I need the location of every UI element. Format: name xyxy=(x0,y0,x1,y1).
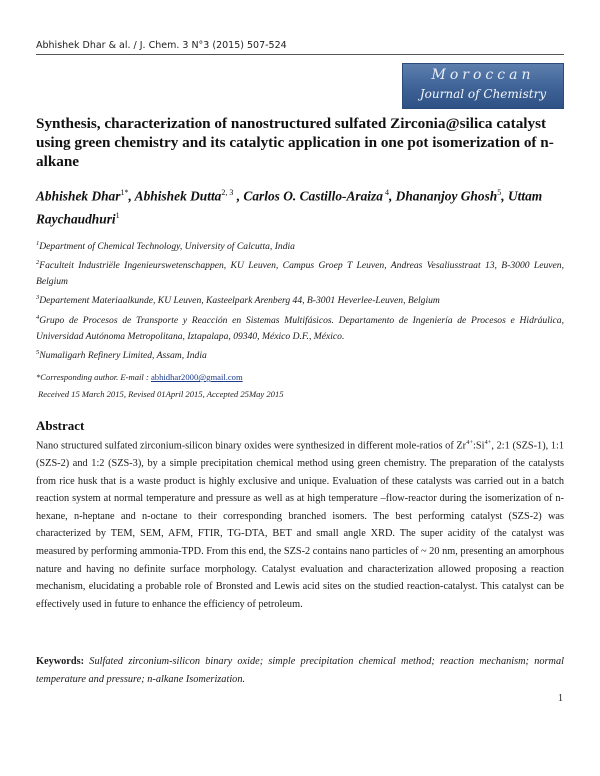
keywords-label: Keywords: xyxy=(36,656,85,667)
received-dates: Received 15 March 2015, Revised 01April 2015, Accepted 25May 2015 xyxy=(38,389,284,399)
abstract-text: Nano structured sulfated zirconium-silicon binary oxides were synthesized in different mole-ratios of Zr xyxy=(36,440,467,452)
abstract-text: :Si xyxy=(473,440,485,452)
author-name: Carlos O. Castillo-Araiza xyxy=(243,188,383,204)
affiliation-item xyxy=(36,310,564,345)
author-affil-marker: 4 xyxy=(382,188,389,197)
corresponding-label: *Corresponding author. E-mail : xyxy=(36,372,151,382)
charge-superscript: 4+ xyxy=(484,439,492,446)
author-affil-marker: 2, 3 xyxy=(221,188,234,197)
corresponding-email-link[interactable]: abhidhar2000@gmail.com xyxy=(150,372,243,382)
affiliation-number: 2 xyxy=(36,259,40,267)
paper-title: Synthesis, characterization of nanostructured sulfated Zirconia@silica catalyst using green chemistry and its catalytic application in one pot isomerization of n-alkane xyxy=(36,115,554,170)
logo-line-2: Journal of Chemistry xyxy=(419,87,547,101)
running-head: Abhishek Dhar & al. / J. Chem. 3 N°3 (2015) 507-524 xyxy=(36,40,287,51)
author-affil-marker: 5 xyxy=(497,188,502,197)
affiliation-number: 5 xyxy=(36,348,40,356)
author-separator: , xyxy=(388,188,396,204)
affiliation-number: 3 xyxy=(36,294,40,302)
logo-line-1: Moroccan xyxy=(431,67,535,83)
abstract-heading: Abstract xyxy=(36,418,85,433)
affiliation-number: 1 xyxy=(36,240,40,247)
affiliation-text: Department of Chemical Technology, University of Calcutta, India xyxy=(39,241,295,253)
charge-superscript: 4+ xyxy=(466,439,474,446)
corresponding-author-note xyxy=(36,372,243,382)
affiliation-text: Departement Materiaalkunde, KU Leuven, Kasteelpark Arenberg 44, B-3001 Heverlee-Leuven, Belgium xyxy=(39,295,440,307)
keywords-block xyxy=(36,653,564,688)
author-separator: , xyxy=(501,188,508,204)
affiliation-item xyxy=(36,236,564,255)
affiliation-text: Numaligarh Refinery Limited, Assam, India xyxy=(39,349,207,361)
author-name: Abhishek Dhar xyxy=(36,188,121,204)
author-affil-marker: 1 xyxy=(115,211,120,221)
author-name: Abhishek Dutta xyxy=(134,188,222,204)
author-list xyxy=(36,183,564,230)
affiliation-list xyxy=(36,236,564,364)
abstract-body xyxy=(36,434,564,613)
author-name: Dhananjoy Ghosh xyxy=(395,188,498,204)
affiliation-text: Faculteit Industriële Ingenieurswetenschappen, KU Leuven, Campus Groep T Leuven, Andreas Vesaliusstraat 13, B-3000 Leuven, Belgium xyxy=(36,260,564,288)
journal-logo xyxy=(402,63,564,109)
abstract-text: , 2:1 (SZS-1), 1:1 (SZS-2) and 1:2 (SZS-3), by a simple precipitation chemical method using green chemistry. The preparation of the catalysts from rice husk that is a waste product is highly exclusive and unique. Evaluation of these catalysts was carried out in a batch reaction system at normal temperature and pressure as well as at high temperature –flow-reactor during the isomerization of n-hexane, n-heptane and n-octane to their corresponding branched isomers. The best performing catalyst (SZS-2) was characterized by TEM, SEM, AFM, FTIR, TG-DTA, BET and small angle XRD. The super acidity of the catalyst was measured by performing ammonia-TPD. From this end, the SZS-2 contains nano particles of ~ 20 nm, presenting an amorphous nature and having no definite surface morphology. Catalyst evaluation and characterization allowed proposing a reaction mechanism, elucidating a probable role of Bronsted and Lewis acid sites on the studied reaction-catalyst. This catalyst can be effectively used in future to enhance the efficiency of petroleum. xyxy=(36,440,564,610)
author-affil-marker: 1* xyxy=(120,188,129,197)
affiliation-number: 4 xyxy=(36,313,40,321)
header-divider xyxy=(36,54,564,55)
affiliation-text: Grupo de Procesos de Transporte y Reacción en Sistemas Multifásicos. Departamento de Ingeniería de Procesos e Hidráulica, Universidad Autónoma Metropolitana, Iztapalapa, 09340, México D.F., México. xyxy=(36,314,564,342)
author-name: Uttam Raychaudhuri xyxy=(36,188,543,227)
keywords-text: Sulfated zirconium-silicon binary oxide; simple precipitation chemical method; reaction mechanism; normal temperature and pressure; n-alkane Isomerization. xyxy=(36,656,564,685)
affiliation-item xyxy=(36,290,564,309)
author-separator: , xyxy=(233,188,244,204)
author-separator: , xyxy=(128,188,135,204)
affiliation-item xyxy=(36,255,564,290)
affiliation-item xyxy=(36,345,564,364)
page-number: 1 xyxy=(558,693,563,704)
